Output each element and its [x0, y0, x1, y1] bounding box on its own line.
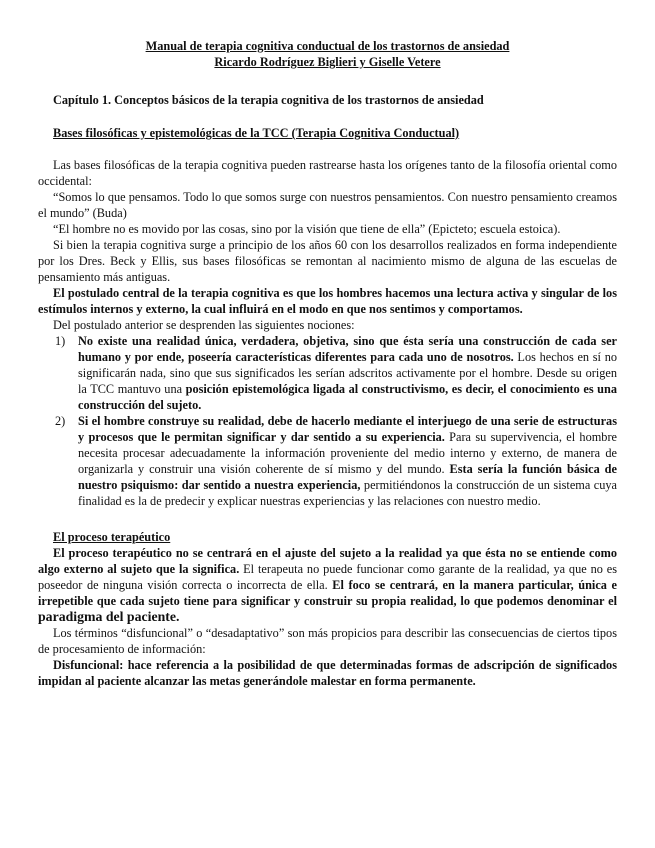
paragraph-text: El terapeuta no puede funcionar como garante de la realidad, ya que no es poseedor de ninguna visión correcta o incorrecta de ella. — [38, 562, 618, 592]
list-item-bold: Esta sería la función básica de nuestro psiquismo: dar sentido a nuestra experiencia, — [78, 462, 617, 492]
document-authors: Ricardo Rodríguez Biglieri y Giselle Vetere — [214, 55, 441, 69]
list-item-bold: Si el hombre construye su realidad, debe de hacerlo mediante el interjuego de una serie de estructuras y procesos que le permitan significar y dar sentido a su experiencia. — [78, 414, 617, 444]
list-item — [38, 333, 617, 413]
paragraph: Las bases filosóficas de la terapia cognitiva pueden rastrearse hasta los orígenes tanto de la filosofía oriental como occidental: — [38, 158, 617, 188]
paradigm-term: paradigma del paciente. — [38, 609, 180, 624]
central-postulate: El postulado central de la terapia cognitiva es que los hombres hacemos una lectura activa y singular de los estímulos internos y externo, la cual influirá en el modo en que nos sentimos y comportamos. — [38, 286, 617, 316]
paragraph: Si bien la terapia cognitiva surge a principio de los años 60 con los desarrollos realizados en forma independiente por los Dres. Beck y Ellis, sus bases filosóficas se remontan al nacimiento mismo de alguna de las escuelas de pensamiento más antiguas. — [38, 238, 617, 284]
section-heading-bases: Bases filosóficas y epistemológicas de la TCC (Terapia Cognitiva Conductual) — [53, 126, 460, 140]
paragraph-bold: El proceso terapéutico no se centrará en el ajuste del sujeto a la realidad ya que ésta no se entiende como algo externo al sujeto que la significa. — [38, 546, 617, 576]
list-item-text: Los hechos en sí no significarán nada, sino que sus significados les serían adscritos activamente por el hombre. Desde su origen la TCC mantuvo una — [78, 350, 617, 396]
list-item — [38, 413, 617, 509]
list-item-text: permitiéndonos la construcción de un sistema cuya finalidad es la de predecir y explicar nuestras experiencias y las relaciones con nuestro medio. — [78, 478, 617, 508]
definition-disfuncional: Disfuncional: hace referencia a la posibilidad de que determinadas formas de adscripción de significados impidan al paciente alcanzar las metas generándole malestar en forma permanente. — [38, 658, 617, 688]
section-heading-proceso: El proceso terapéutico — [53, 530, 171, 544]
list-number: 2) — [55, 414, 66, 428]
paragraph: Los términos “disfuncional” o “desadaptativo” son más propicios para describir las consecuencias de ciertos tipos de procesamiento de información: — [38, 626, 617, 656]
paragraph: Del postulado anterior se desprenden las siguientes nociones: — [53, 318, 355, 332]
paragraph-bold: El foco se centrará, en la manera particular, única e irrepetible que cada sujeto tiene para significar y construir su propia realidad, lo que podemos denominar el — [38, 578, 617, 608]
list-item-bold: posición epistemológica ligada al constructivismo, es decir, el conocimiento es una construcción del sujeto. — [78, 382, 617, 412]
paragraph — [38, 545, 617, 625]
quote-epicteto: “El hombre no es movido por las cosas, sino por la visión que tiene de ella” (Epicteto; escuela estoica). — [53, 222, 561, 236]
list-item-bold: No existe una realidad única, verdadera, objetiva, sino que ésta sería una construcción de cada ser humano y por ende, poseería características diferentes para cada uno de nosotros. — [78, 334, 617, 364]
notions-list — [38, 333, 617, 509]
quote-buda: “Somos lo que pensamos. Todo lo que somos surge con nuestros pensamientos. Con nuestro pensamiento creamos el mundo” (Buda) — [38, 190, 617, 220]
list-item-text: Para su supervivencia, el hombre necesita procesar adecuadamente la información proveniente del medio interno y externo, de manera de organizarla y construir una visión coherente de sí mismo y del mundo. — [78, 430, 617, 476]
list-number: 1) — [55, 334, 66, 348]
chapter-heading: Capítulo 1. Conceptos básicos de la terapia cognitiva de los trastornos de ansiedad — [53, 93, 484, 107]
document-title: Manual de terapia cognitiva conductual de los trastornos de ansiedad — [145, 39, 510, 53]
